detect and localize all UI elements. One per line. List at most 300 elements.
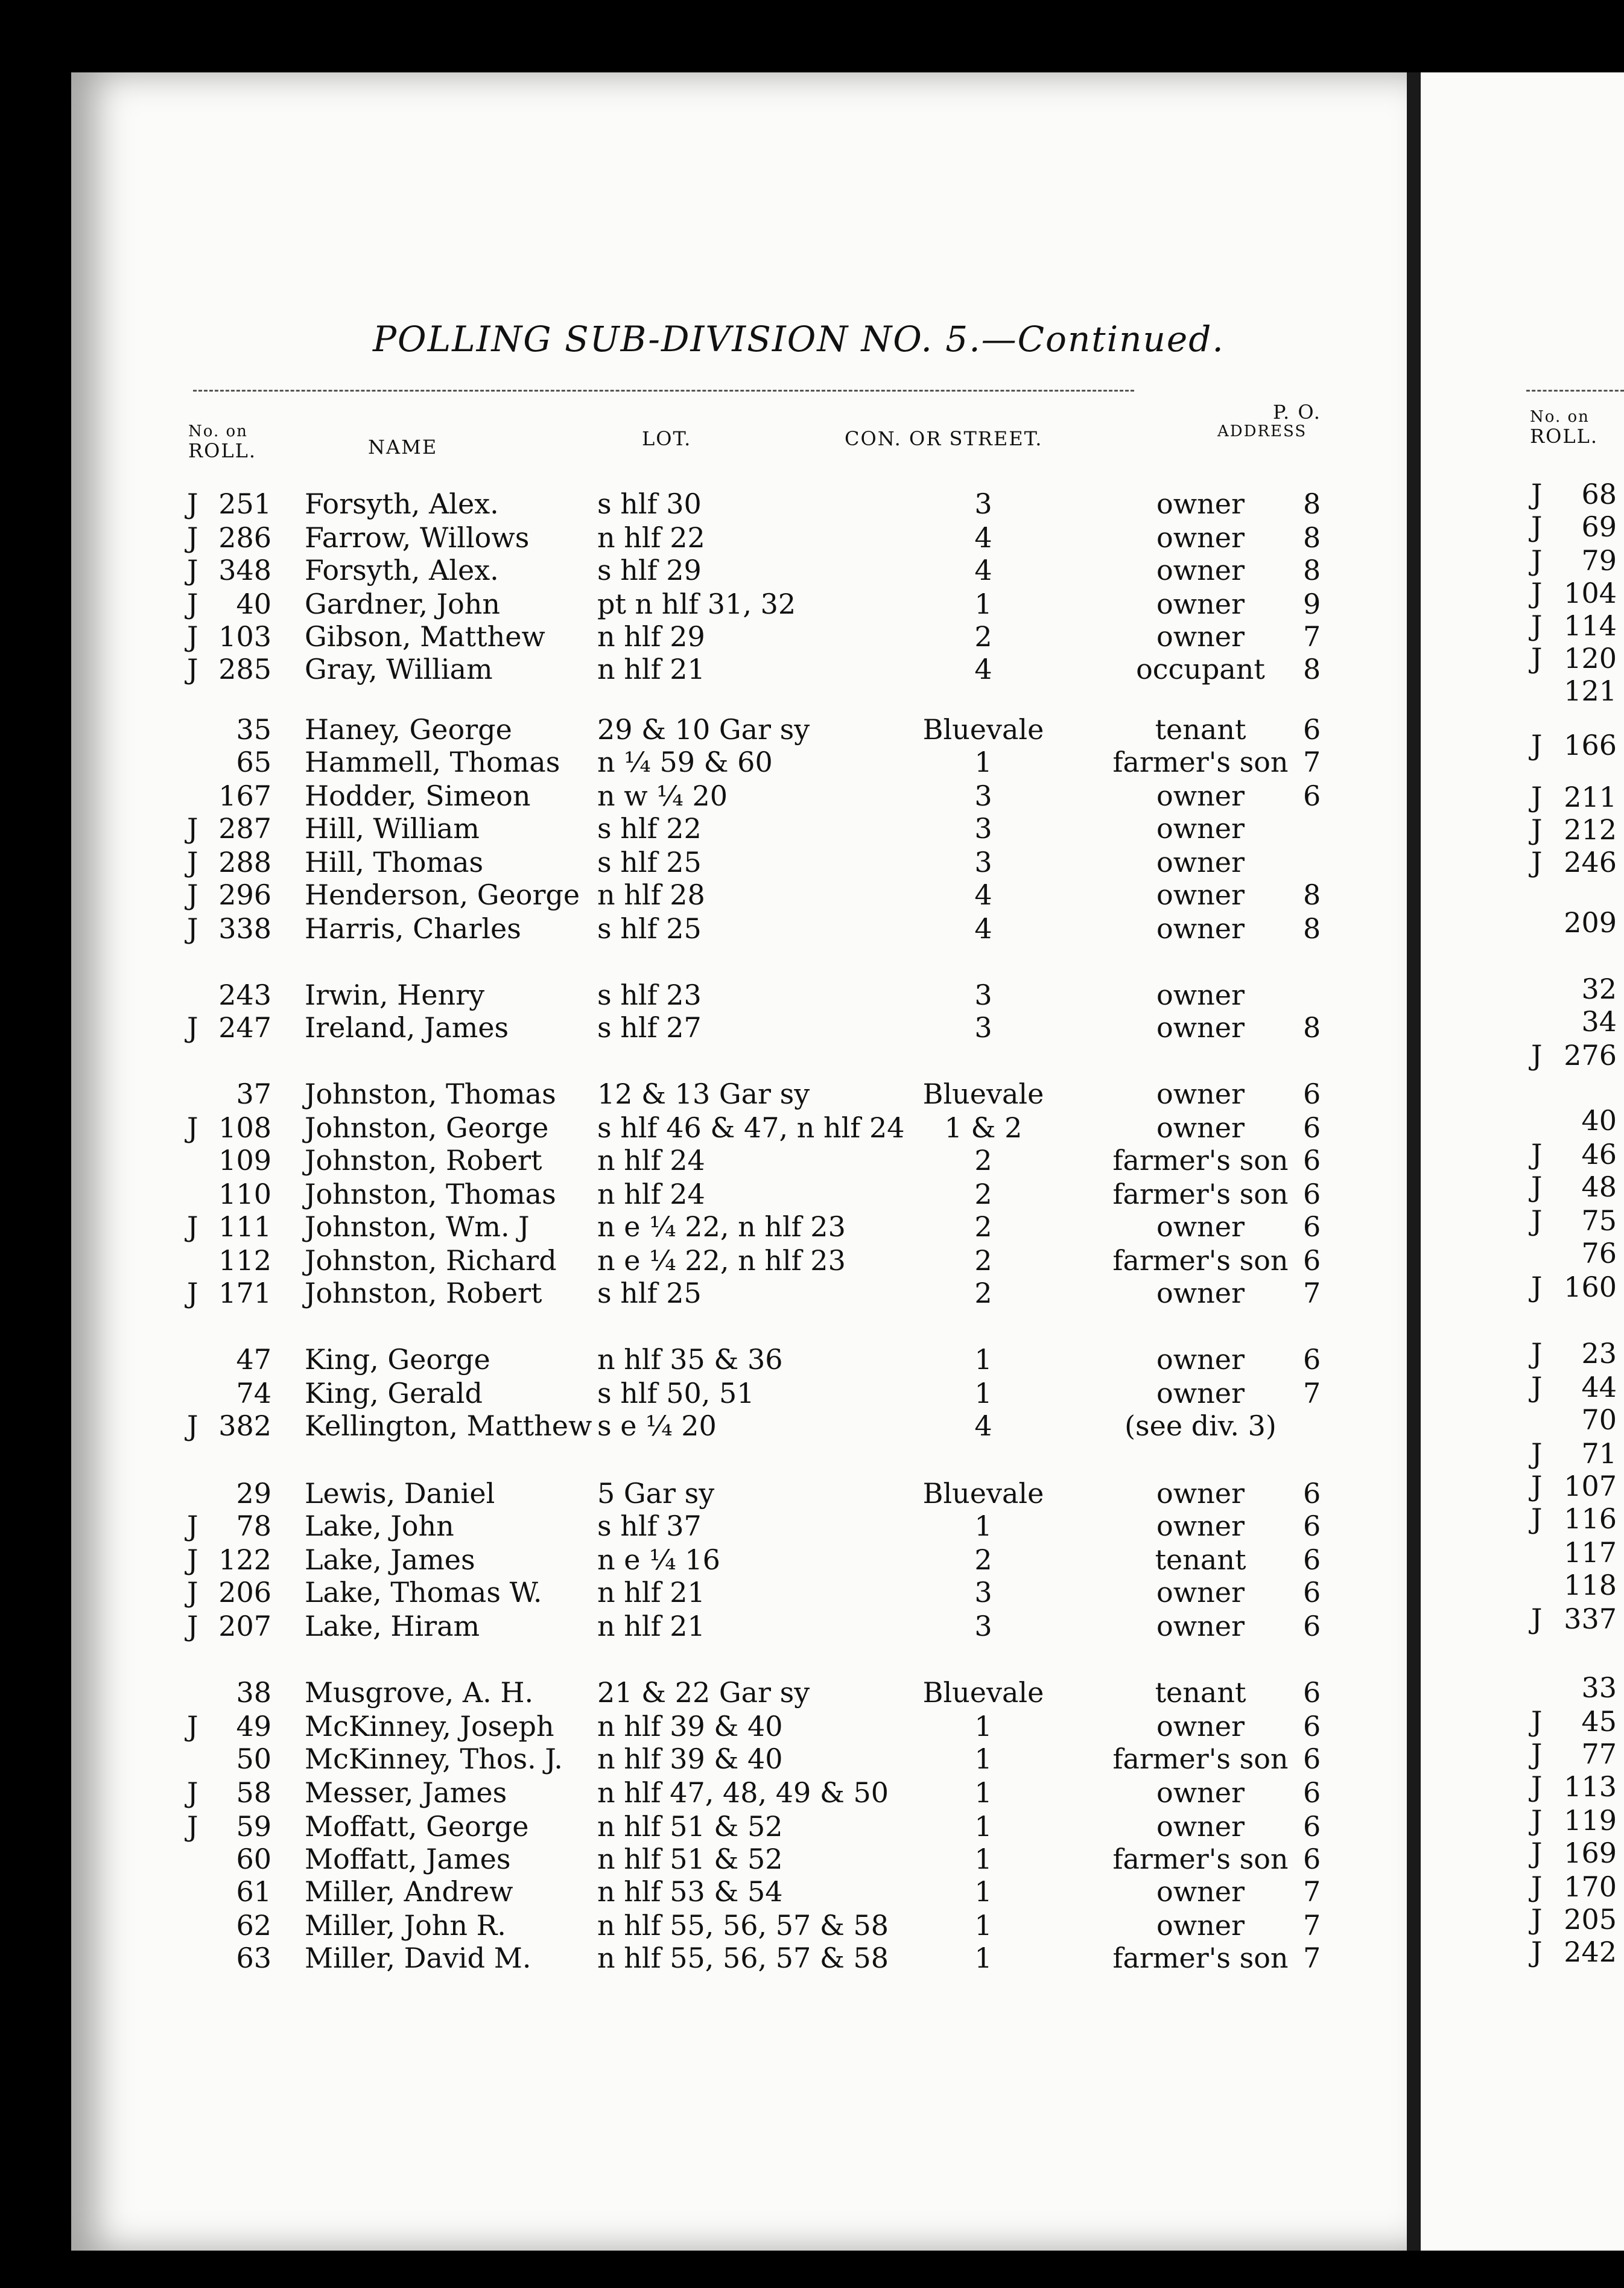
roll-number: 108: [218, 1111, 271, 1144]
roll-number: 243: [218, 979, 271, 1011]
voter-name: Moffatt, James: [305, 1843, 511, 1875]
lot: n hlf 35 & 36: [597, 1343, 783, 1376]
voter-name: Johnston, Richard: [305, 1244, 557, 1277]
roll-flag: J: [187, 1710, 198, 1743]
status: farmer's son: [1112, 1942, 1289, 1974]
voter-name: Gibson, Matthew: [305, 620, 545, 653]
status: owner: [1156, 1810, 1245, 1843]
po-address: 6: [1303, 1543, 1321, 1576]
voter-name: Hodder, Simeon: [305, 780, 531, 812]
voter-name: Lake, Thomas W.: [305, 1576, 542, 1609]
concession: 1: [974, 1909, 992, 1942]
lot: n e ¼ 22, n hlf 23: [597, 1244, 846, 1277]
po-address: 7: [1303, 1942, 1321, 1974]
right-roll-number: 71: [1581, 1437, 1617, 1470]
right-roll-number: 68: [1581, 478, 1617, 510]
status: owner: [1156, 1011, 1245, 1044]
status: owner: [1156, 1477, 1245, 1510]
right-roll-number: 77: [1581, 1738, 1617, 1770]
roll-flag: J: [187, 488, 198, 520]
header-roll-top: No. on: [188, 422, 248, 440]
voter-name: Miller, David M.: [305, 1942, 531, 1974]
concession: 1: [974, 746, 992, 778]
right-roll-flag: J: [1531, 1437, 1543, 1470]
po-address: 8: [1303, 1011, 1321, 1044]
lot: n hlf 53 & 54: [597, 1875, 783, 1908]
status: farmer's son: [1112, 1244, 1289, 1277]
lot: n hlf 55, 56, 57 & 58: [597, 1909, 889, 1942]
roll-number: 167: [218, 780, 271, 812]
status: owner: [1156, 1210, 1245, 1243]
right-roll-number: 104: [1564, 577, 1617, 609]
concession: 2: [974, 1277, 992, 1309]
po-address: 7: [1303, 746, 1321, 778]
right-roll-number: 121: [1564, 675, 1617, 707]
right-roll-flag: J: [1531, 1502, 1543, 1535]
right-roll-flag: J: [1531, 1705, 1543, 1738]
status: occupant: [1136, 653, 1265, 685]
status: farmer's son: [1112, 746, 1289, 778]
po-address: 6: [1303, 1510, 1321, 1542]
po-address: 6: [1303, 1843, 1321, 1875]
voter-name: Hill, William: [305, 812, 480, 845]
lot: s hlf 23: [597, 979, 702, 1011]
voter-name: McKinney, Thos. J.: [305, 1743, 563, 1775]
roll-flag: J: [187, 1576, 198, 1609]
po-address: 6: [1303, 1144, 1321, 1177]
lot: n hlf 24: [597, 1178, 705, 1210]
concession: 1: [974, 1343, 992, 1376]
right-roll-number: 242: [1564, 1936, 1617, 1968]
concession: 3: [974, 846, 992, 879]
right-roll-number: 79: [1581, 544, 1617, 577]
lot: s hlf 22: [597, 812, 702, 845]
po-address: 6: [1303, 1743, 1321, 1775]
concession: 4: [974, 879, 992, 911]
status: owner: [1156, 1277, 1245, 1309]
page-title: POLLING SUB-DIVISION NO. 5.—Continued.: [373, 319, 1225, 360]
lot: n e ¼ 22, n hlf 23: [597, 1210, 846, 1243]
concession: Bluevale: [922, 1477, 1044, 1510]
status: owner: [1156, 1111, 1245, 1144]
concession: 4: [974, 521, 992, 554]
roll-number: 286: [218, 521, 271, 554]
header-lot: LOT.: [642, 427, 692, 450]
voter-name: Forsyth, Alex.: [305, 488, 499, 520]
right-roll-flag: J: [1531, 1903, 1543, 1936]
po-address: 8: [1303, 521, 1321, 554]
right-roll-number: 75: [1581, 1204, 1617, 1237]
roll-flag: J: [187, 1610, 198, 1642]
roll-number: 103: [218, 620, 271, 653]
roll-flag: J: [187, 1543, 198, 1576]
po-address: 6: [1303, 1343, 1321, 1376]
concession: 3: [974, 488, 992, 520]
concession: 2: [974, 1210, 992, 1243]
status: owner: [1156, 979, 1245, 1011]
voter-name: Irwin, Henry: [305, 979, 485, 1011]
voter-name: Johnston, Wm. J: [305, 1210, 530, 1243]
roll-number: 62: [236, 1909, 271, 1942]
header-po-top: P. O.: [1273, 401, 1321, 424]
status: owner: [1156, 846, 1245, 879]
voter-name: Kellington, Matthew: [305, 1409, 592, 1442]
roll-flag: J: [187, 554, 198, 586]
right-roll-number: 160: [1564, 1271, 1617, 1303]
po-address: 6: [1303, 1610, 1321, 1642]
roll-flag: J: [187, 588, 198, 620]
roll-number: 63: [236, 1942, 271, 1974]
po-address: 6: [1303, 1178, 1321, 1210]
right-roll-flag: J: [1531, 1271, 1543, 1303]
right-roll-number: 76: [1581, 1237, 1617, 1270]
concession: 4: [974, 912, 992, 945]
roll-number: 171: [218, 1277, 271, 1309]
right-roll-number: 69: [1581, 510, 1617, 543]
status: owner: [1156, 1909, 1245, 1942]
roll-number: 109: [218, 1144, 271, 1177]
po-address: 6: [1303, 713, 1321, 746]
lot: s hlf 25: [597, 912, 702, 945]
right-roll-number: 23: [1581, 1337, 1617, 1370]
lot: s hlf 46 & 47, n hlf 24: [597, 1111, 905, 1144]
right-roll-number: 119: [1564, 1804, 1617, 1837]
lot: n hlf 21: [597, 1610, 705, 1642]
status: tenant: [1155, 1543, 1246, 1576]
right-roll-number: 70: [1581, 1403, 1617, 1436]
roll-number: 247: [218, 1011, 271, 1044]
status: owner: [1156, 1710, 1245, 1743]
status: farmer's son: [1112, 1743, 1289, 1775]
roll-number: 285: [218, 653, 271, 685]
lot: n hlf 29: [597, 620, 705, 653]
right-header-roll-bottom: ROLL.: [1530, 425, 1598, 448]
right-roll-flag: J: [1531, 1837, 1543, 1869]
right-roll-flag: J: [1531, 544, 1543, 577]
voter-name: King, George: [305, 1343, 490, 1376]
status: tenant: [1155, 1676, 1246, 1709]
po-address: 6: [1303, 1244, 1321, 1277]
po-address: 9: [1303, 588, 1321, 620]
roll-flag: J: [187, 812, 198, 845]
voter-name: Moffatt, George: [305, 1810, 529, 1843]
roll-number: 59: [236, 1810, 271, 1843]
concession: 1: [974, 1942, 992, 1974]
right-roll-flag: J: [1531, 1171, 1543, 1203]
voter-name: Farrow, Willows: [305, 521, 530, 554]
status: owner: [1156, 1576, 1245, 1609]
concession: 1: [974, 1810, 992, 1843]
po-address: 7: [1303, 620, 1321, 653]
status: owner: [1156, 1610, 1245, 1642]
status: (see div. 3): [1124, 1409, 1277, 1442]
right-roll-flag: J: [1531, 609, 1543, 642]
header-roll-bottom: ROLL.: [188, 439, 256, 462]
roll-number: 74: [236, 1377, 271, 1409]
right-roll-flag: J: [1531, 1603, 1543, 1635]
right-roll-number: 118: [1564, 1569, 1617, 1601]
right-roll-flag: J: [1531, 1371, 1543, 1403]
roll-number: 61: [236, 1875, 271, 1908]
po-address: 6: [1303, 780, 1321, 812]
right-roll-number: 40: [1581, 1104, 1617, 1137]
right-roll-number: 337: [1564, 1603, 1617, 1635]
lot: n hlf 21: [597, 1576, 705, 1609]
right-roll-number: 169: [1564, 1837, 1617, 1869]
po-address: 6: [1303, 1210, 1321, 1243]
right-roll-number: 209: [1564, 906, 1617, 939]
voter-name: Messer, James: [305, 1776, 507, 1809]
po-address: 6: [1303, 1676, 1321, 1709]
right-roll-flag: J: [1531, 510, 1543, 543]
right-roll-flag: J: [1531, 1936, 1543, 1968]
roll-number: 288: [218, 846, 271, 879]
right-roll-flag: J: [1531, 846, 1543, 879]
right-roll-number: 116: [1564, 1502, 1617, 1535]
lot: n hlf 47, 48, 49 & 50: [597, 1776, 889, 1809]
roll-number: 338: [218, 912, 271, 945]
po-address: 8: [1303, 554, 1321, 586]
po-address: 6: [1303, 1810, 1321, 1843]
voter-name: Haney, George: [305, 713, 512, 746]
roll-number: 35: [236, 713, 271, 746]
roll-flag: J: [187, 1510, 198, 1542]
concession: 2: [974, 620, 992, 653]
right-roll-flag: J: [1531, 1470, 1543, 1502]
roll-number: 58: [236, 1776, 271, 1809]
lot: pt n hlf 31, 32: [597, 588, 796, 620]
right-roll-flag: J: [1531, 1804, 1543, 1837]
roll-number: 29: [236, 1477, 271, 1510]
status: owner: [1156, 554, 1245, 586]
po-address: 6: [1303, 1710, 1321, 1743]
roll-number: 49: [236, 1710, 271, 1743]
lot: n hlf 55, 56, 57 & 58: [597, 1942, 889, 1974]
right-roll-flag: J: [1531, 729, 1543, 761]
concession: Bluevale: [922, 713, 1044, 746]
right-header-roll-top: No. on: [1530, 408, 1590, 426]
header-name: NAME: [368, 436, 438, 459]
roll-flag: J: [187, 846, 198, 879]
lot: s hlf 50, 51: [597, 1377, 755, 1409]
roll-number: 287: [218, 812, 271, 845]
voter-name: Miller, Andrew: [305, 1875, 513, 1908]
concession: Bluevale: [922, 1078, 1044, 1110]
status: owner: [1156, 1343, 1245, 1376]
lot: 29 & 10 Gar sy: [597, 713, 810, 746]
roll-flag: J: [187, 1810, 198, 1843]
roll-number: 37: [236, 1078, 271, 1110]
concession: 1: [974, 1776, 992, 1809]
concession: 3: [974, 1011, 992, 1044]
right-roll-number: 276: [1564, 1039, 1617, 1072]
concession: 2: [974, 1178, 992, 1210]
roll-number: 112: [218, 1244, 271, 1277]
status: tenant: [1155, 713, 1246, 746]
concession: 3: [974, 979, 992, 1011]
po-address: 6: [1303, 1776, 1321, 1809]
roll-number: 38: [236, 1676, 271, 1709]
concession: 1: [974, 1510, 992, 1542]
concession: 2: [974, 1244, 992, 1277]
voter-name: Henderson, George: [305, 879, 580, 911]
lot: 21 & 22 Gar sy: [597, 1676, 810, 1709]
roll-flag: J: [187, 1409, 198, 1442]
voter-name: Musgrove, A. H.: [305, 1676, 534, 1709]
right-roll-number: 212: [1564, 813, 1617, 846]
status: owner: [1156, 912, 1245, 945]
roll-number: 50: [236, 1743, 271, 1775]
voter-name: McKinney, Joseph: [305, 1710, 554, 1743]
concession: 1 & 2: [944, 1111, 1023, 1144]
right-roll-flag: J: [1531, 781, 1543, 813]
po-address: 6: [1303, 1576, 1321, 1609]
concession: 1: [974, 1875, 992, 1908]
roll-flag: J: [187, 620, 198, 653]
right-roll-flag: J: [1531, 1138, 1543, 1171]
roll-flag: J: [187, 521, 198, 554]
voter-name: Miller, John R.: [305, 1909, 506, 1942]
lot: n hlf 22: [597, 521, 705, 554]
concession: 3: [974, 812, 992, 845]
voter-name: Lake, John: [305, 1510, 454, 1542]
po-address: 6: [1303, 1477, 1321, 1510]
po-address: 6: [1303, 1111, 1321, 1144]
status: owner: [1156, 780, 1245, 812]
right-roll-flag: J: [1531, 1770, 1543, 1803]
voter-name: Johnston, Robert: [305, 1277, 542, 1309]
roll-number: 111: [218, 1210, 271, 1243]
right-roll-number: 46: [1581, 1138, 1617, 1171]
concession: 1: [974, 1377, 992, 1409]
right-roll-number: 45: [1581, 1705, 1617, 1738]
concession: 3: [974, 1610, 992, 1642]
roll-number: 78: [236, 1510, 271, 1542]
lot: n hlf 21: [597, 653, 705, 685]
right-roll-flag: J: [1531, 642, 1543, 675]
roll-number: 110: [218, 1178, 271, 1210]
roll-number: 40: [236, 588, 271, 620]
lot: s hlf 37: [597, 1510, 702, 1542]
roll-number: 122: [218, 1543, 271, 1576]
po-address: 8: [1303, 653, 1321, 685]
roll-number: 251: [218, 488, 271, 520]
status: owner: [1156, 1776, 1245, 1809]
lot: n e ¼ 16: [597, 1543, 720, 1576]
lot: n hlf 24: [597, 1144, 705, 1177]
concession: 4: [974, 554, 992, 586]
lot: n hlf 51 & 52: [597, 1843, 783, 1875]
concession: 1: [974, 1710, 992, 1743]
roll-number: 47: [236, 1343, 271, 1376]
right-roll-number: 107: [1564, 1470, 1617, 1502]
voter-name: Johnston, Thomas: [305, 1178, 556, 1210]
right-roll-number: 205: [1564, 1903, 1617, 1936]
right-roll-number: 113: [1564, 1770, 1617, 1803]
voter-name: Gardner, John: [305, 588, 501, 620]
concession: 3: [974, 780, 992, 812]
lot: n w ¼ 20: [597, 780, 728, 812]
status: owner: [1156, 1510, 1245, 1542]
lot: s hlf 27: [597, 1011, 702, 1044]
voter-name: Johnston, Robert: [305, 1144, 542, 1177]
right-roll-number: 117: [1564, 1536, 1617, 1569]
concession: 2: [974, 1144, 992, 1177]
header-rule: [193, 390, 1134, 395]
roll-flag: J: [187, 653, 198, 685]
concession: 1: [974, 1743, 992, 1775]
right-roll-flag: J: [1531, 1337, 1543, 1370]
voter-name: Johnston, Thomas: [305, 1078, 556, 1110]
right-roll-flag: J: [1531, 1738, 1543, 1770]
po-address: 7: [1303, 1277, 1321, 1309]
voter-name: Forsyth, Alex.: [305, 554, 499, 586]
right-roll-number: 34: [1581, 1005, 1617, 1038]
voter-name: Johnston, George: [305, 1111, 549, 1144]
page-gutter: [1407, 72, 1421, 2251]
voter-name: Ireland, James: [305, 1011, 509, 1044]
lot: n hlf 39 & 40: [597, 1743, 783, 1775]
header-con: CON. OR STREET.: [845, 427, 1043, 450]
roll-number: 60: [236, 1843, 271, 1875]
header-po-bottom: ADDRESS: [1217, 422, 1307, 440]
lot: n ¼ 59 & 60: [597, 746, 773, 778]
status: farmer's son: [1112, 1178, 1289, 1210]
voter-name: Harris, Charles: [305, 912, 521, 945]
roll-flag: J: [187, 1011, 198, 1044]
right-roll-flag: J: [1531, 577, 1543, 609]
right-header-rule: [1526, 390, 1624, 395]
right-roll-number: 33: [1581, 1671, 1617, 1704]
voter-name: King, Gerald: [305, 1377, 483, 1409]
roll-flag: J: [187, 1210, 198, 1243]
status: owner: [1156, 588, 1245, 620]
right-roll-number: 48: [1581, 1171, 1617, 1203]
roll-number: 382: [218, 1409, 271, 1442]
roll-flag: J: [187, 1776, 198, 1809]
right-roll-flag: J: [1531, 1870, 1543, 1903]
right-roll-number: 44: [1581, 1371, 1617, 1403]
roll-number: 296: [218, 879, 271, 911]
roll-number: 206: [218, 1576, 271, 1609]
concession: 3: [974, 1576, 992, 1609]
lot: s hlf 29: [597, 554, 702, 586]
status: farmer's son: [1112, 1144, 1289, 1177]
lot: s hlf 30: [597, 488, 702, 520]
right-roll-number: 166: [1564, 729, 1617, 761]
lot: 12 & 13 Gar sy: [597, 1078, 810, 1110]
roll-flag: J: [187, 912, 198, 945]
status: owner: [1156, 1377, 1245, 1409]
roll-number: 65: [236, 746, 271, 778]
lot: n hlf 51 & 52: [597, 1810, 783, 1843]
concession: 2: [974, 1543, 992, 1576]
voter-name: Lake, Hiram: [305, 1610, 480, 1642]
roll-flag: J: [187, 1111, 198, 1144]
lot: n hlf 39 & 40: [597, 1710, 783, 1743]
lot: s e ¼ 20: [597, 1409, 717, 1442]
right-roll-flag: J: [1531, 813, 1543, 846]
po-address: 7: [1303, 1377, 1321, 1409]
status: owner: [1156, 879, 1245, 911]
right-roll-flag: J: [1531, 1039, 1543, 1072]
po-address: 7: [1303, 1909, 1321, 1942]
po-address: 8: [1303, 912, 1321, 945]
roll-flag: J: [187, 1277, 198, 1309]
po-address: 8: [1303, 879, 1321, 911]
lot: s hlf 25: [597, 846, 702, 879]
lot: s hlf 25: [597, 1277, 702, 1309]
